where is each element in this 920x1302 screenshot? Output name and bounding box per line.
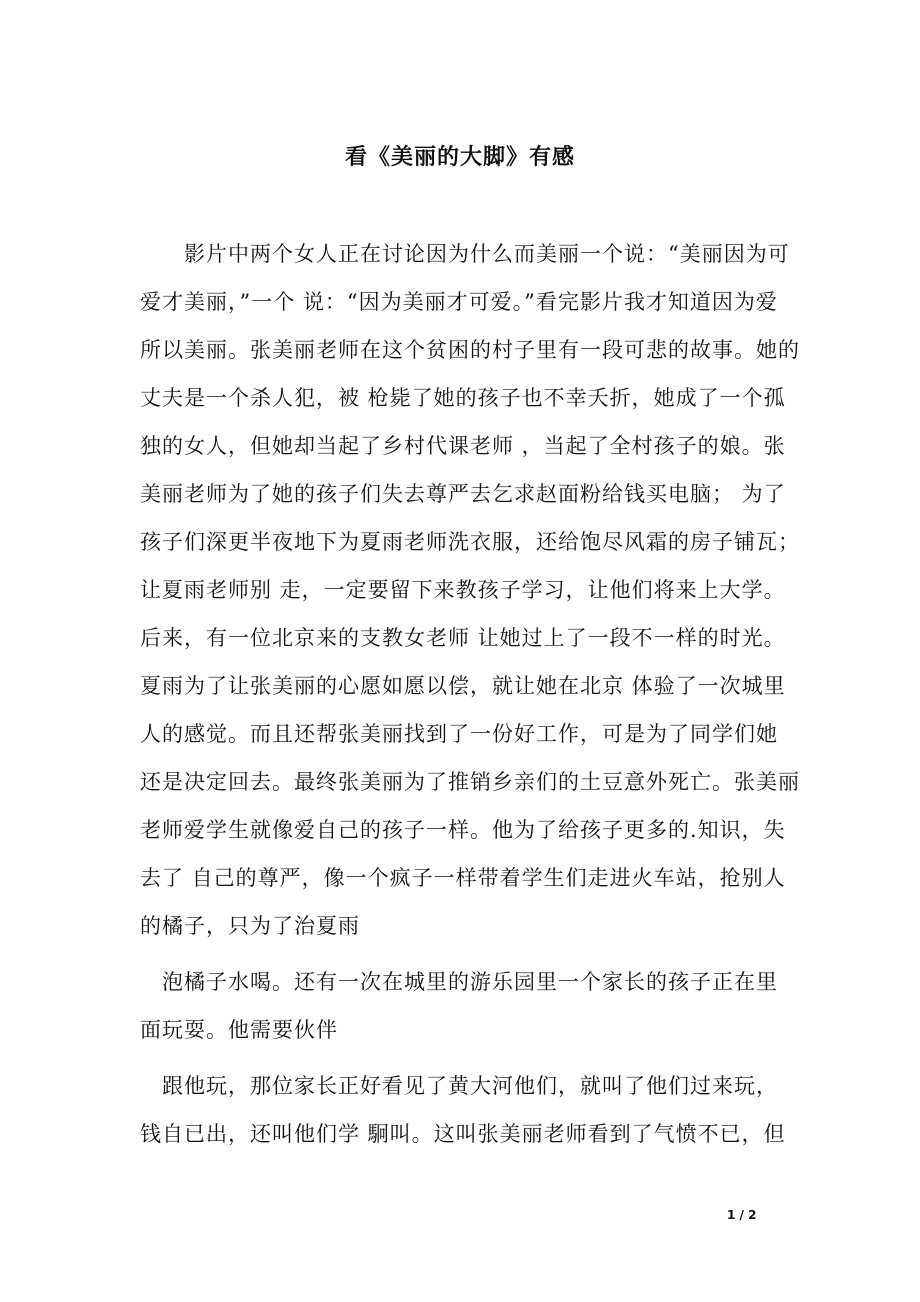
paragraph-line: 让夏雨老师别 走，一定要留下来教孩子学习，让他们将来上大学。: [140, 578, 786, 602]
paragraph-line: 钱自已出，还叫他们学 駉叫。这叫张美丽老师看到了气愤不已，但: [140, 1122, 786, 1146]
paragraph-line: 爱才美丽，”一个 说：“因为美丽才可爱。”看完影片我才知道因为爱: [140, 290, 778, 314]
paragraph-line: 泡橘子水喝。还有一次在城里的游乐园里一个家长的孩子正在里: [162, 970, 778, 994]
paragraph-line: 美丽老师为了她的孩子们失去尊严去乞求赵面粉给钱买电脑； 为了: [140, 482, 786, 506]
paragraph-line: 独的女人，但她却当起了乡村代课老师 ，当起了全村孩子的娘。张: [140, 434, 786, 458]
paragraph-line: 夏雨为了让张美丽的心愿如愿以偿，就让她在北京 体验了一次城里: [140, 674, 786, 698]
paragraph-line: 孩子们深更半夜地下为夏雨老师洗衣服，还给饱尽风霜的房子铺瓦；: [140, 530, 800, 554]
paragraph-line: 人的感觉。而且还帮张美丽找到了一份好工作，可是为了同学们她: [140, 722, 778, 746]
paragraph-line: 影片中两个女人正在讨论因为什么而美丽一个说：“美丽因为可: [184, 242, 790, 266]
paragraph-line: 后来，有一位北京来的支教女老师 让她过上了一段不一样的时光。: [140, 626, 786, 650]
paragraph-line: 老师爱学生就像爱自己的孩子一样。他为了给孩子更多的.知识，失: [140, 818, 786, 842]
page-number: 1 / 2: [727, 1208, 757, 1222]
paragraph-line: 所以美丽。张美丽老师在这个贫困的村子里有一段可悲的故事。她的: [140, 338, 800, 362]
paragraph-line: 丈夫是一个杀人犯，被 枪毙了她的孩子也不幸夭折，她成了一个孤: [140, 386, 786, 410]
paragraph-line: 面玩耍。他需要伙伴: [140, 1018, 338, 1042]
paragraph-line: 还是决定回去。最终张美丽为了推销乡亲们的土豆意外死亡。张美丽: [140, 770, 800, 794]
paragraph-line: 的橘子，只为了治夏雨: [140, 914, 360, 938]
paragraph-line: 去了 自己的尊严，像一个疯子一样带着学生们走进火车站，抢别人: [140, 866, 786, 890]
page-title: 看《美丽的大脚》有感: [344, 145, 575, 170]
paragraph-line: 跟他玩，那位家长正好看见了黄大河他们，就叫了他们过来玩，: [162, 1074, 778, 1098]
